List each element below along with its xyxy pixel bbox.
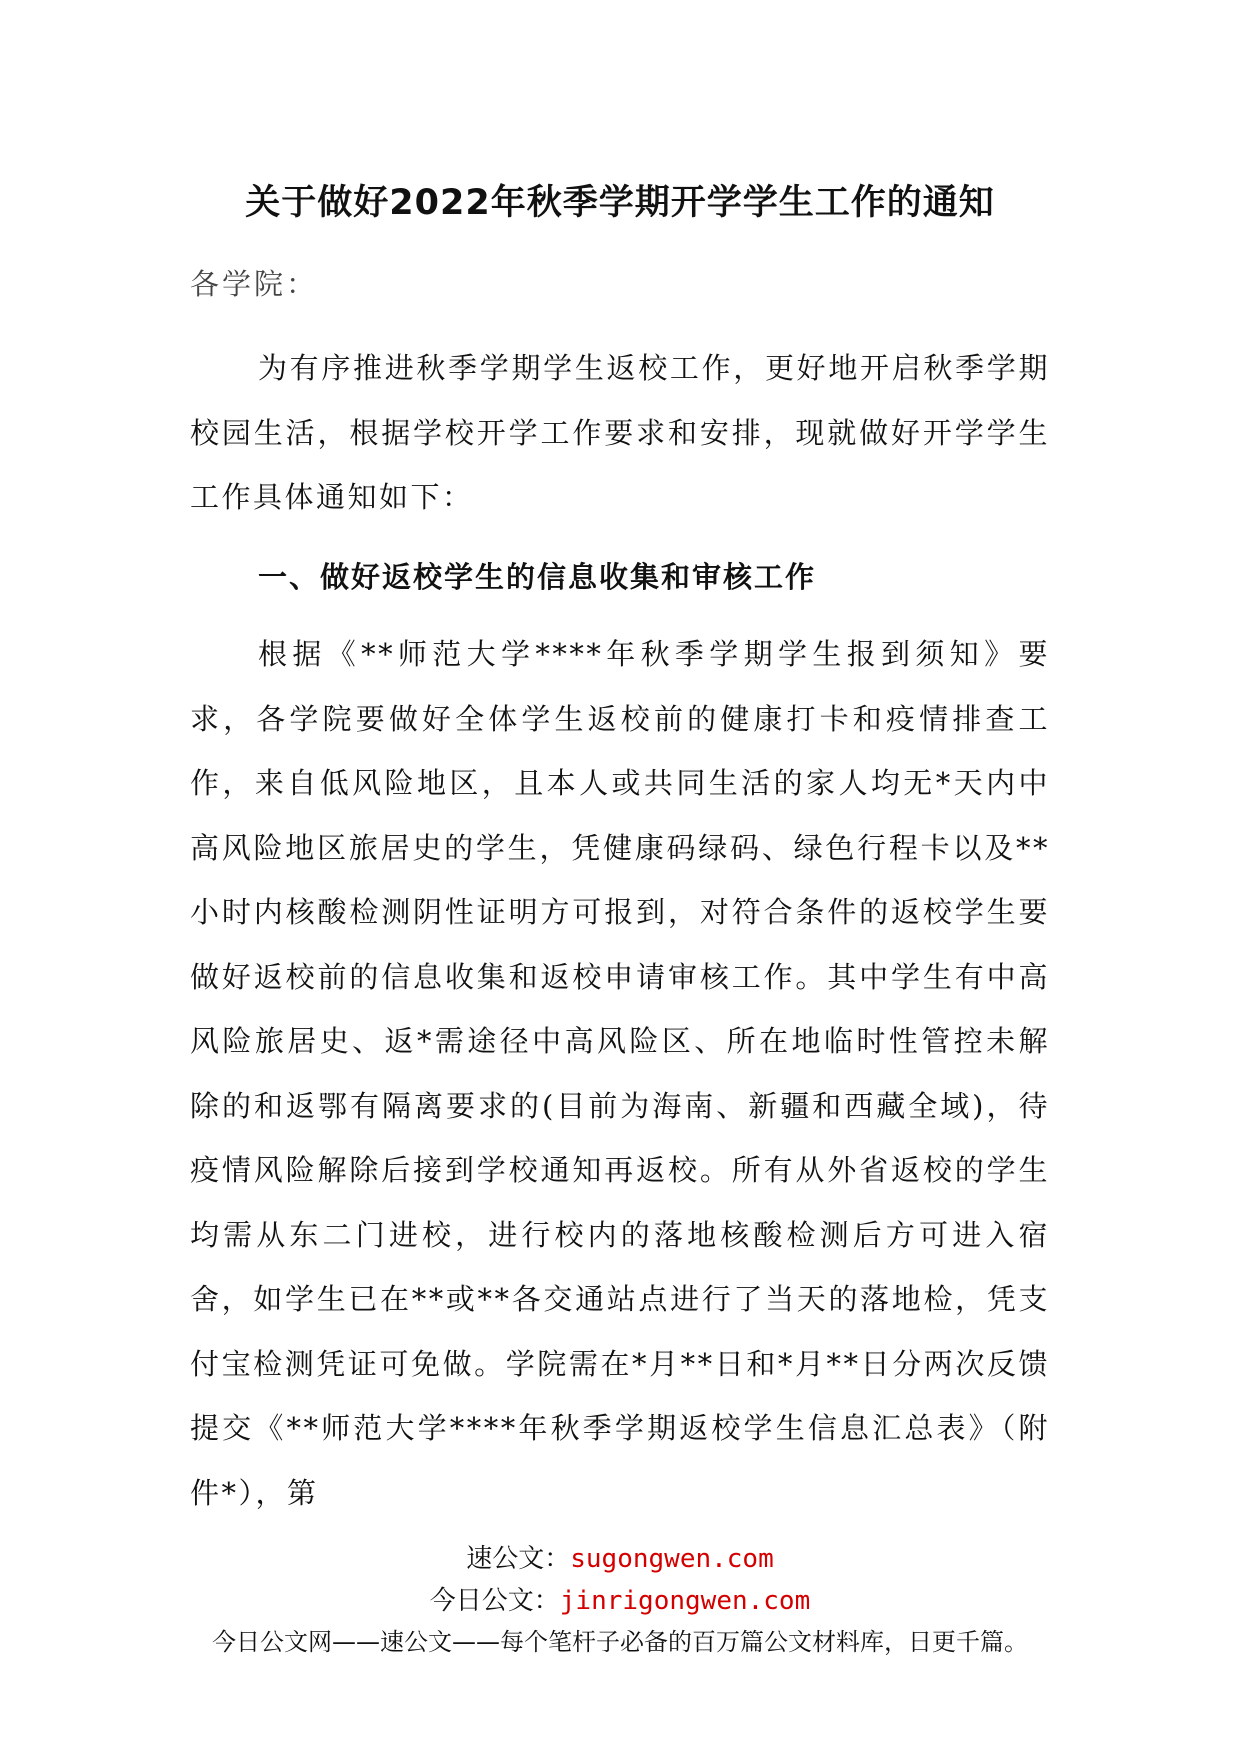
footer-label-jinrigongwen: 今日公文： [429,1586,560,1616]
footer-line-1 [0,1538,1240,1575]
footer-link-sugongwen[interactable]: sugongwen.com [570,1544,774,1574]
footer-slogan: 今日公文网——速公文——每个笔杆子必备的百万篇公文材料库，日更千篇。 [212,1628,1028,1656]
document-title: 关于做好2022年秋季学期开学学生工作的通知 [245,183,995,223]
footer-label-sugongwen: 速公文： [466,1544,571,1574]
section-1-paragraph: 根据《**师范大学****年秋季学期学生报到须知》要求，各学院要做好全体学生返校前的健康打卡和疫情排查工作，来自低风险地区，且本人或共同生活的家人均无*天内中高风险地区旅居史的学生，凭健康码绿码、绿色行程卡以及**小时内核酸检测阴性证明方可报到，对符合条件的返校学生要做好返校前的信息收集和返校申请审核工作。其中学生有中高风险旅居史、返*需途径中高风险区、所在地临时性管控未解除的和返鄂有隔离要求的(目前为海南、新疆和西藏全域)，待疫情风险解除后接到学校通知再返校。所有从外省返校的学生均需从东二门进校，进行校内的落地核酸检测后方可进入宿舍，如学生已在**或**各交通站点进行了当天的落地检，凭支付宝检测凭证可免做。学院需在*月**日和*月**日分两次反馈提交《**师范大学****年秋季学期返校学生信息汇总表》（附件*），第 [190,637,1050,1510]
footer-line-2 [0,1580,1240,1617]
intro-paragraph: 为有序推进秋季学期学生返校工作，更好地开启秋季学期校园生活，根据学校开学工作要求和安排，现就做好开学学生工作具体通知如下： [190,351,1050,514]
footer-link-jinrigongwen[interactable]: jinrigongwen.com [559,1586,811,1616]
section-heading-1: 一、做好返校学生的信息收集和审核工作 [258,560,817,594]
salutation: 各学院： [190,267,319,301]
